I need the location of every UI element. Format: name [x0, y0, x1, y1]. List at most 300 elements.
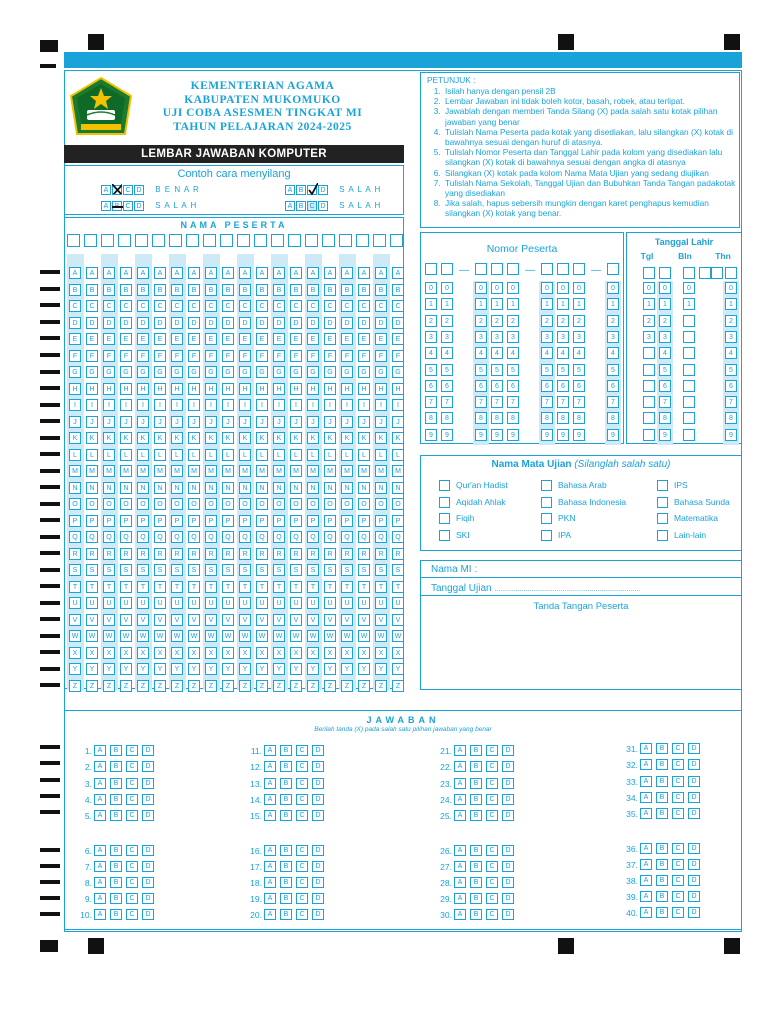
- answer-bubble[interactable]: C: [296, 877, 308, 888]
- subject-option[interactable]: [657, 512, 718, 524]
- name-bubble[interactable]: B: [273, 284, 285, 296]
- name-bubble[interactable]: F: [256, 350, 268, 362]
- date-bubble[interactable]: [683, 315, 695, 327]
- name-bubble[interactable]: W: [256, 630, 268, 642]
- number-bubble[interactable]: 7: [573, 396, 585, 408]
- name-bubble[interactable]: Z: [205, 680, 217, 692]
- name-bubble[interactable]: L: [358, 449, 370, 461]
- name-bubble[interactable]: V: [188, 614, 200, 626]
- name-bubble[interactable]: Z: [256, 680, 268, 692]
- name-bubble[interactable]: B: [307, 284, 319, 296]
- number-bubble[interactable]: 3: [507, 331, 519, 343]
- name-bubble[interactable]: D: [120, 317, 132, 329]
- name-bubble[interactable]: Z: [222, 680, 234, 692]
- answer-bubble[interactable]: B: [470, 794, 482, 805]
- name-bubble[interactable]: W: [239, 630, 251, 642]
- number-input[interactable]: [573, 263, 585, 275]
- name-bubble[interactable]: Y: [188, 663, 200, 675]
- name-bubble[interactable]: M: [273, 465, 285, 477]
- name-bubble[interactable]: I: [171, 399, 183, 411]
- answer-bubble[interactable]: B: [280, 810, 292, 821]
- name-bubble[interactable]: V: [154, 614, 166, 626]
- name-bubble[interactable]: Q: [137, 531, 149, 543]
- name-bubble[interactable]: A: [273, 267, 285, 279]
- number-bubble[interactable]: 0: [491, 282, 503, 294]
- answer-bubble[interactable]: B: [656, 859, 668, 870]
- answer-bubble[interactable]: B: [280, 877, 292, 888]
- name-bubble[interactable]: T: [273, 581, 285, 593]
- answer-bubble[interactable]: C: [486, 861, 498, 872]
- name-bubble[interactable]: I: [239, 399, 251, 411]
- answer-bubble[interactable]: B: [656, 875, 668, 886]
- name-bubble[interactable]: Y: [290, 663, 302, 675]
- name-bubble[interactable]: L: [171, 449, 183, 461]
- name-bubble[interactable]: F: [324, 350, 336, 362]
- name-bubble[interactable]: O: [171, 498, 183, 510]
- name-bubble[interactable]: N: [375, 482, 387, 494]
- answer-bubble[interactable]: D: [312, 810, 324, 821]
- number-bubble[interactable]: 5: [491, 364, 503, 376]
- name-bubble[interactable]: Y: [273, 663, 285, 675]
- name-bubble[interactable]: R: [256, 548, 268, 560]
- answer-bubble[interactable]: B: [470, 778, 482, 789]
- answer-bubble[interactable]: A: [640, 743, 652, 754]
- date-input[interactable]: [683, 267, 695, 279]
- name-bubble[interactable]: I: [375, 399, 387, 411]
- name-bubble[interactable]: W: [171, 630, 183, 642]
- name-bubble[interactable]: G: [324, 366, 336, 378]
- name-bubble[interactable]: T: [324, 581, 336, 593]
- name-bubble[interactable]: G: [392, 366, 404, 378]
- number-input[interactable]: [607, 263, 619, 275]
- name-bubble[interactable]: Q: [290, 531, 302, 543]
- name-bubble[interactable]: Y: [154, 663, 166, 675]
- answer-bubble[interactable]: B: [110, 845, 122, 856]
- name-bubble[interactable]: H: [375, 383, 387, 395]
- answer-bubble[interactable]: A: [264, 794, 276, 805]
- name-bubble[interactable]: D: [392, 317, 404, 329]
- name-bubble[interactable]: W: [103, 630, 115, 642]
- name-bubble[interactable]: S: [358, 564, 370, 576]
- name-bubble[interactable]: U: [188, 597, 200, 609]
- name-bubble[interactable]: C: [273, 300, 285, 312]
- name-bubble[interactable]: P: [86, 515, 98, 527]
- name-bubble[interactable]: I: [188, 399, 200, 411]
- name-bubble[interactable]: J: [307, 416, 319, 428]
- number-bubble[interactable]: 4: [425, 347, 437, 359]
- name-bubble[interactable]: M: [120, 465, 132, 477]
- answer-bubble[interactable]: C: [296, 778, 308, 789]
- answer-bubble[interactable]: D: [312, 861, 324, 872]
- name-bubble[interactable]: O: [324, 498, 336, 510]
- name-bubble[interactable]: L: [324, 449, 336, 461]
- name-bubble[interactable]: L: [205, 449, 217, 461]
- answer-bubble[interactable]: B: [656, 743, 668, 754]
- name-bubble[interactable]: Q: [392, 531, 404, 543]
- answer-bubble[interactable]: A: [640, 891, 652, 902]
- name-bubble[interactable]: K: [341, 432, 353, 444]
- name-bubble[interactable]: V: [137, 614, 149, 626]
- answer-bubble[interactable]: D: [688, 843, 700, 854]
- name-bubble[interactable]: Z: [69, 680, 81, 692]
- answer-bubble[interactable]: D: [688, 859, 700, 870]
- date-bubble[interactable]: 1: [725, 298, 737, 310]
- name-bubble[interactable]: Q: [375, 531, 387, 543]
- name-bubble[interactable]: G: [341, 366, 353, 378]
- name-bubble[interactable]: S: [256, 564, 268, 576]
- name-bubble[interactable]: G: [290, 366, 302, 378]
- name-bubble[interactable]: V: [358, 614, 370, 626]
- date-bubble[interactable]: [683, 429, 695, 441]
- number-bubble[interactable]: 0: [573, 282, 585, 294]
- name-bubble[interactable]: C: [188, 300, 200, 312]
- name-bubble[interactable]: R: [171, 548, 183, 560]
- name-bubble[interactable]: Y: [120, 663, 132, 675]
- name-letter-input[interactable]: [220, 234, 233, 247]
- date-bubble[interactable]: [683, 412, 695, 424]
- answer-bubble[interactable]: B: [280, 778, 292, 789]
- name-bubble[interactable]: T: [103, 581, 115, 593]
- name-bubble[interactable]: Y: [69, 663, 81, 675]
- answer-bubble[interactable]: A: [640, 776, 652, 787]
- name-bubble[interactable]: I: [137, 399, 149, 411]
- answer-bubble[interactable]: C: [126, 845, 138, 856]
- subject-option[interactable]: [541, 529, 571, 541]
- name-bubble[interactable]: O: [375, 498, 387, 510]
- name-bubble[interactable]: R: [154, 548, 166, 560]
- answer-bubble[interactable]: D: [502, 893, 514, 904]
- number-bubble[interactable]: 8: [441, 412, 453, 424]
- name-bubble[interactable]: P: [137, 515, 149, 527]
- number-bubble[interactable]: 8: [557, 412, 569, 424]
- date-bubble[interactable]: 0: [683, 282, 695, 294]
- number-bubble[interactable]: 4: [573, 347, 585, 359]
- name-bubble[interactable]: N: [188, 482, 200, 494]
- name-bubble[interactable]: F: [290, 350, 302, 362]
- name-bubble[interactable]: C: [86, 300, 98, 312]
- name-bubble[interactable]: E: [375, 333, 387, 345]
- date-bubble[interactable]: 2: [725, 315, 737, 327]
- name-bubble[interactable]: T: [188, 581, 200, 593]
- name-bubble[interactable]: M: [256, 465, 268, 477]
- answer-bubble[interactable]: D: [688, 792, 700, 803]
- name-bubble[interactable]: T: [154, 581, 166, 593]
- answer-bubble[interactable]: C: [296, 893, 308, 904]
- name-bubble[interactable]: M: [341, 465, 353, 477]
- subject-checkbox[interactable]: [657, 497, 668, 508]
- name-bubble[interactable]: E: [69, 333, 81, 345]
- name-bubble[interactable]: X: [69, 647, 81, 659]
- name-bubble[interactable]: S: [171, 564, 183, 576]
- name-bubble[interactable]: S: [188, 564, 200, 576]
- name-bubble[interactable]: C: [205, 300, 217, 312]
- number-bubble[interactable]: 7: [507, 396, 519, 408]
- answer-bubble[interactable]: D: [142, 761, 154, 772]
- number-input[interactable]: [425, 263, 437, 275]
- name-bubble[interactable]: W: [273, 630, 285, 642]
- answer-bubble[interactable]: B: [470, 810, 482, 821]
- name-bubble[interactable]: Q: [120, 531, 132, 543]
- number-bubble[interactable]: 9: [441, 429, 453, 441]
- number-bubble[interactable]: 0: [507, 282, 519, 294]
- name-bubble[interactable]: W: [222, 630, 234, 642]
- answer-bubble[interactable]: C: [296, 761, 308, 772]
- name-bubble[interactable]: P: [171, 515, 183, 527]
- name-bubble[interactable]: H: [341, 383, 353, 395]
- name-bubble[interactable]: W: [358, 630, 370, 642]
- name-bubble[interactable]: M: [239, 465, 251, 477]
- name-bubble[interactable]: B: [205, 284, 217, 296]
- answer-bubble[interactable]: D: [142, 810, 154, 821]
- name-bubble[interactable]: P: [154, 515, 166, 527]
- name-bubble[interactable]: F: [188, 350, 200, 362]
- name-bubble[interactable]: H: [222, 383, 234, 395]
- number-bubble[interactable]: 6: [491, 380, 503, 392]
- name-bubble[interactable]: B: [392, 284, 404, 296]
- answer-bubble[interactable]: D: [502, 745, 514, 756]
- name-bubble[interactable]: Y: [324, 663, 336, 675]
- name-bubble[interactable]: C: [341, 300, 353, 312]
- number-bubble[interactable]: 3: [607, 331, 619, 343]
- name-bubble[interactable]: R: [188, 548, 200, 560]
- name-bubble[interactable]: N: [239, 482, 251, 494]
- name-bubble[interactable]: L: [256, 449, 268, 461]
- subject-option[interactable]: [541, 512, 575, 524]
- name-bubble[interactable]: W: [86, 630, 98, 642]
- number-bubble[interactable]: 7: [557, 396, 569, 408]
- name-bubble[interactable]: Q: [256, 531, 268, 543]
- name-bubble[interactable]: A: [154, 267, 166, 279]
- name-bubble[interactable]: S: [273, 564, 285, 576]
- answer-bubble[interactable]: A: [264, 893, 276, 904]
- number-bubble[interactable]: 1: [475, 298, 487, 310]
- answer-bubble[interactable]: B: [470, 877, 482, 888]
- name-bubble[interactable]: K: [239, 432, 251, 444]
- name-letter-input[interactable]: [373, 234, 386, 247]
- name-bubble[interactable]: O: [69, 498, 81, 510]
- name-letter-input[interactable]: [254, 234, 267, 247]
- date-bubble[interactable]: 8: [659, 412, 671, 424]
- number-bubble[interactable]: 1: [507, 298, 519, 310]
- name-bubble[interactable]: O: [307, 498, 319, 510]
- answer-bubble[interactable]: D: [142, 794, 154, 805]
- name-bubble[interactable]: A: [69, 267, 81, 279]
- name-bubble[interactable]: Z: [358, 680, 370, 692]
- name-bubble[interactable]: A: [392, 267, 404, 279]
- name-bubble[interactable]: D: [205, 317, 217, 329]
- name-bubble[interactable]: P: [358, 515, 370, 527]
- name-bubble[interactable]: D: [341, 317, 353, 329]
- name-bubble[interactable]: L: [290, 449, 302, 461]
- name-bubble[interactable]: X: [188, 647, 200, 659]
- name-bubble[interactable]: Q: [222, 531, 234, 543]
- number-bubble[interactable]: 0: [425, 282, 437, 294]
- answer-bubble[interactable]: A: [454, 877, 466, 888]
- name-bubble[interactable]: G: [154, 366, 166, 378]
- name-bubble[interactable]: H: [154, 383, 166, 395]
- name-bubble[interactable]: D: [358, 317, 370, 329]
- name-bubble[interactable]: S: [120, 564, 132, 576]
- answer-bubble[interactable]: A: [640, 808, 652, 819]
- answer-bubble[interactable]: A: [94, 810, 106, 821]
- name-letter-input[interactable]: [390, 234, 403, 247]
- answer-bubble[interactable]: C: [486, 893, 498, 904]
- number-bubble[interactable]: 2: [607, 315, 619, 327]
- date-bubble[interactable]: 3: [725, 331, 737, 343]
- name-bubble[interactable]: Z: [341, 680, 353, 692]
- name-bubble[interactable]: V: [375, 614, 387, 626]
- name-bubble[interactable]: O: [103, 498, 115, 510]
- name-bubble[interactable]: W: [290, 630, 302, 642]
- date-bubble[interactable]: 1: [643, 298, 655, 310]
- date-bubble[interactable]: [643, 429, 655, 441]
- name-bubble[interactable]: T: [205, 581, 217, 593]
- number-bubble[interactable]: 9: [491, 429, 503, 441]
- name-bubble[interactable]: H: [205, 383, 217, 395]
- name-bubble[interactable]: O: [137, 498, 149, 510]
- name-bubble[interactable]: C: [171, 300, 183, 312]
- name-bubble[interactable]: R: [290, 548, 302, 560]
- name-bubble[interactable]: A: [307, 267, 319, 279]
- answer-bubble[interactable]: A: [640, 859, 652, 870]
- subject-option[interactable]: [439, 496, 506, 508]
- number-bubble[interactable]: 2: [491, 315, 503, 327]
- answer-bubble[interactable]: D: [142, 845, 154, 856]
- subject-checkbox[interactable]: [541, 530, 552, 541]
- name-bubble[interactable]: D: [375, 317, 387, 329]
- name-bubble[interactable]: U: [358, 597, 370, 609]
- name-bubble[interactable]: X: [171, 647, 183, 659]
- answer-bubble[interactable]: B: [470, 893, 482, 904]
- number-bubble[interactable]: 5: [475, 364, 487, 376]
- name-bubble[interactable]: S: [307, 564, 319, 576]
- name-bubble[interactable]: H: [307, 383, 319, 395]
- name-bubble[interactable]: V: [86, 614, 98, 626]
- name-bubble[interactable]: Z: [120, 680, 132, 692]
- answer-bubble[interactable]: C: [296, 909, 308, 920]
- name-bubble[interactable]: B: [171, 284, 183, 296]
- name-bubble[interactable]: L: [103, 449, 115, 461]
- subject-checkbox[interactable]: [439, 530, 450, 541]
- date-input[interactable]: [725, 267, 737, 279]
- name-bubble[interactable]: Y: [358, 663, 370, 675]
- number-bubble[interactable]: 0: [475, 282, 487, 294]
- name-bubble[interactable]: Z: [137, 680, 149, 692]
- name-bubble[interactable]: N: [273, 482, 285, 494]
- name-bubble[interactable]: C: [324, 300, 336, 312]
- number-bubble[interactable]: 0: [557, 282, 569, 294]
- name-bubble[interactable]: E: [358, 333, 370, 345]
- name-bubble[interactable]: E: [307, 333, 319, 345]
- name-letter-input[interactable]: [237, 234, 250, 247]
- name-bubble[interactable]: R: [222, 548, 234, 560]
- name-bubble[interactable]: R: [69, 548, 81, 560]
- name-bubble[interactable]: Q: [273, 531, 285, 543]
- name-bubble[interactable]: R: [375, 548, 387, 560]
- name-bubble[interactable]: P: [341, 515, 353, 527]
- name-bubble[interactable]: W: [307, 630, 319, 642]
- number-bubble[interactable]: 7: [425, 396, 437, 408]
- name-letter-input[interactable]: [288, 234, 301, 247]
- answer-bubble[interactable]: D: [688, 907, 700, 918]
- name-bubble[interactable]: L: [239, 449, 251, 461]
- name-bubble[interactable]: S: [222, 564, 234, 576]
- name-bubble[interactable]: E: [205, 333, 217, 345]
- number-bubble[interactable]: 7: [475, 396, 487, 408]
- name-bubble[interactable]: C: [120, 300, 132, 312]
- name-bubble[interactable]: J: [273, 416, 285, 428]
- answer-bubble[interactable]: B: [110, 861, 122, 872]
- name-bubble[interactable]: Q: [86, 531, 98, 543]
- answer-bubble[interactable]: D: [688, 743, 700, 754]
- name-bubble[interactable]: Y: [205, 663, 217, 675]
- name-bubble[interactable]: U: [69, 597, 81, 609]
- date-bubble[interactable]: 5: [659, 364, 671, 376]
- name-bubble[interactable]: I: [86, 399, 98, 411]
- name-bubble[interactable]: H: [239, 383, 251, 395]
- name-bubble[interactable]: U: [324, 597, 336, 609]
- name-bubble[interactable]: U: [239, 597, 251, 609]
- answer-bubble[interactable]: C: [126, 794, 138, 805]
- name-bubble[interactable]: S: [205, 564, 217, 576]
- name-bubble[interactable]: G: [358, 366, 370, 378]
- name-bubble[interactable]: H: [171, 383, 183, 395]
- name-bubble[interactable]: J: [358, 416, 370, 428]
- answer-bubble[interactable]: B: [656, 792, 668, 803]
- answer-bubble[interactable]: B: [470, 909, 482, 920]
- name-bubble[interactable]: N: [69, 482, 81, 494]
- name-bubble[interactable]: T: [86, 581, 98, 593]
- name-bubble[interactable]: T: [171, 581, 183, 593]
- answer-bubble[interactable]: B: [280, 893, 292, 904]
- answer-bubble[interactable]: D: [142, 893, 154, 904]
- answer-bubble[interactable]: A: [94, 845, 106, 856]
- name-bubble[interactable]: B: [69, 284, 81, 296]
- name-bubble[interactable]: J: [239, 416, 251, 428]
- name-bubble[interactable]: Q: [341, 531, 353, 543]
- number-bubble[interactable]: 2: [541, 315, 553, 327]
- name-bubble[interactable]: L: [341, 449, 353, 461]
- name-bubble[interactable]: F: [120, 350, 132, 362]
- name-bubble[interactable]: G: [86, 366, 98, 378]
- name-bubble[interactable]: T: [307, 581, 319, 593]
- subject-checkbox[interactable]: [439, 513, 450, 524]
- number-bubble[interactable]: 1: [441, 298, 453, 310]
- name-bubble[interactable]: R: [307, 548, 319, 560]
- name-bubble[interactable]: U: [154, 597, 166, 609]
- name-bubble[interactable]: T: [375, 581, 387, 593]
- name-bubble[interactable]: X: [324, 647, 336, 659]
- name-bubble[interactable]: X: [290, 647, 302, 659]
- answer-bubble[interactable]: B: [110, 893, 122, 904]
- answer-bubble[interactable]: B: [656, 776, 668, 787]
- name-bubble[interactable]: A: [103, 267, 115, 279]
- name-bubble[interactable]: P: [256, 515, 268, 527]
- answer-bubble[interactable]: D: [142, 877, 154, 888]
- name-bubble[interactable]: R: [239, 548, 251, 560]
- name-bubble[interactable]: Z: [307, 680, 319, 692]
- answer-bubble[interactable]: C: [672, 859, 684, 870]
- name-bubble[interactable]: Q: [154, 531, 166, 543]
- subject-option[interactable]: [439, 479, 508, 491]
- name-bubble[interactable]: M: [290, 465, 302, 477]
- number-bubble[interactable]: 7: [607, 396, 619, 408]
- name-bubble[interactable]: D: [188, 317, 200, 329]
- answer-bubble[interactable]: C: [486, 761, 498, 772]
- name-bubble[interactable]: X: [222, 647, 234, 659]
- name-bubble[interactable]: X: [358, 647, 370, 659]
- date-bubble[interactable]: 7: [725, 396, 737, 408]
